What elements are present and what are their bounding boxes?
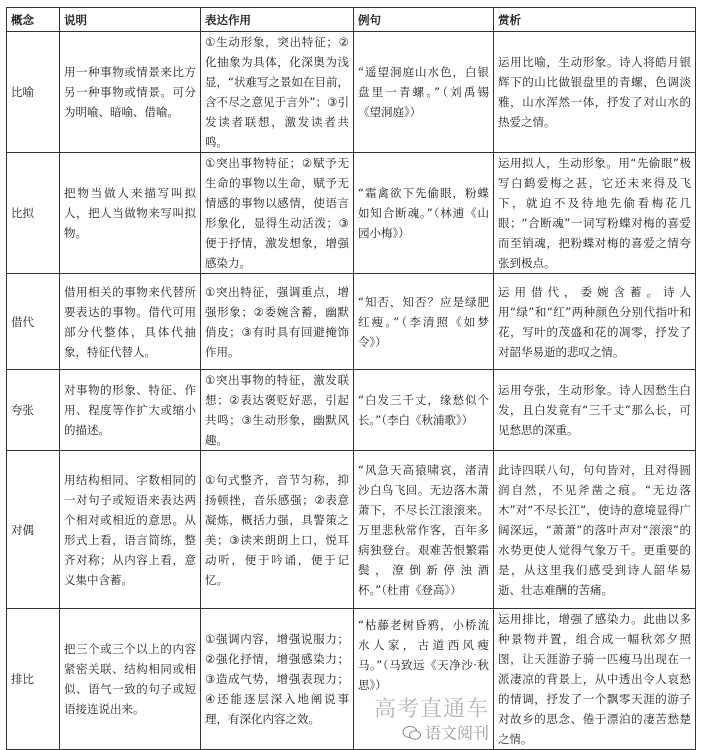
effect-cell: ①突出事物的特征，激发联想；②表达褒贬好恶，引起共鸣；③生动形象，幽默风趣。 [201, 370, 354, 451]
concept-cell: 比喻 [7, 32, 60, 153]
explain-cell: 借用相关的事物来代替所要表达的事物。借代可用部分代整体，具体代抽象，特征代替人。 [60, 274, 201, 370]
concept-cell: 排比 [7, 609, 60, 750]
header-example: 例句 [354, 8, 494, 32]
example-cell [354, 609, 494, 750]
watermark-sub: 语文阅刊 [424, 723, 489, 743]
table-row [7, 451, 696, 609]
watermark-sub-line [358, 723, 489, 744]
example-cell: “遥望洞庭山水色，白银盘里一青螺。”（刘禹锡《望洞庭》） [354, 32, 494, 153]
example-cell: “霜禽欲下先偷眼，粉蝶如知合断魂。”（林逋《山园小梅》） [354, 153, 494, 274]
analysis-cell: 运用拟人，生动形象。用“先偷眼”极写白鹤爱梅之甚，它还未来得及飞下，就迫不及待地先偷看梅花几眼；“合断魂”一词写粉蝶对梅的喜爱而至销魂，把粉蝶对梅的喜爱之情夸张到极点。 [494, 153, 696, 274]
concept-cell: 对偶 [7, 451, 60, 609]
table-row [7, 153, 696, 274]
explain-cell: 对事物的形象、特征、作用、程度等作扩大或缩小的描述。 [60, 370, 201, 451]
header-effect: 表达作用 [201, 8, 354, 32]
effect-cell: ①突出事物特征；②赋予无生命的事物以生命，赋予无情感的事物以感情，使语言形象化，显得生动活泼；③便于抒情，激发想象，增强感染力。 [201, 153, 354, 274]
rhetoric-table [6, 7, 696, 750]
wechat-icon [402, 725, 422, 741]
explain-cell: 用结构相同、字数相同的一对句子或短语来表达两个相对或相近的意思。从形式上看，语言简练，整齐对称；从内容上看，意义集中含蓄。 [60, 451, 201, 609]
concept-cell: 借代 [7, 274, 60, 370]
header-explain: 说明 [60, 8, 201, 32]
concept-cell: 夸张 [7, 370, 60, 451]
explain-cell: 把三个或三个以上的内容紧密关联、结构相同或相似、语气一致的句子或短语接连说出来。 [60, 609, 201, 750]
example-cell: “白发三千丈，缘愁似个长。”（李白《秋浦歌》） [354, 370, 494, 451]
explain-cell: 用一种事物或情景来比方另一种事物或情景。可分为明喻、暗喻、借喻。 [60, 32, 201, 153]
effect-cell: ①突出特征，强调重点，增强形象；②委婉含蓄，幽默俏皮；③有时具有回避掩饰作用。 [201, 274, 354, 370]
watermark-main: 高考直通车 [373, 696, 489, 722]
example-cell: “风急天高猿啸哀，渚清沙白鸟飞回。无边落木萧萧下，不尽长江滚滚来。万里悲秋常作客，百年多病独登台。艰难苦恨繁霜鬓，潦倒新停浊酒杯。”（杜甫《登高》） [354, 451, 494, 609]
header-concept: 概念 [7, 8, 60, 32]
concept-cell: 比拟 [7, 153, 60, 274]
analysis-cell: 运用比喻，生动形象。诗人将皓月银辉下的山比做银盘里的青螺，色调淡雅，山水浑然一体，抒发了对山水的热爱之情。 [494, 32, 696, 153]
example-text: “枯藤老树昏鸦，小桥流水人家，古道西风瘦马。”（马致远《天净沙·秋思》） [358, 617, 489, 692]
effect-cell: ①生动形象，突出特征；②化抽象为具体，化深奥为浅显，“状难写之景如在目前，含不尽之意见于言外”；③引发读者联想，激发读者共鸣。 [201, 32, 354, 153]
header-row [7, 8, 696, 32]
header-analysis: 赏析 [494, 8, 696, 32]
example-cell: “知否，知否？应是绿肥红瘦。”（李清照《如梦令》） [354, 274, 494, 370]
effect-cell: ①句式整齐，音节匀称，抑扬顿挫，音乐感强；②表意凝炼，概括力强，具警策之美；③读来朗朗上口，悦耳动听，便于吟诵，便于记忆。 [201, 451, 354, 609]
analysis-cell: 运用夸张，生动形象。诗人因愁生白发，且白发竟有“三千丈”那么长，可见愁思的深重。 [494, 370, 696, 451]
explain-cell: 把物当做人来描写叫拟人，把人当做物来写叫拟物。 [60, 153, 201, 274]
table-row [7, 609, 696, 750]
watermark [358, 697, 489, 744]
table-row [7, 370, 696, 451]
analysis-cell: 运用排比，增强了感染力。此曲以多种景物并置，组合成一幅秋郊夕照图，让天涯游子骑一匹瘦马出现在一派凄凉的背景上，从中透出令人哀愁的情调，抒发了一个飘零天涯的游子对故乡的思念、倦于漂泊的凄苦愁楚之情。 [494, 609, 696, 750]
analysis-cell: 运用借代，委婉含蓄。诗人用“绿”和“红”两种颜色分别代指叶和花，写叶的茂盛和花的凋零，抒发了对韶华易逝的悲叹之情。 [494, 274, 696, 370]
table-row [7, 274, 696, 370]
effect-cell: ①强调内容，增强说服力；②强化抒情，增强感染力；③造成气势，增强表现力；④还能逐层深入地阐说事理，有深化内容之效。 [201, 609, 354, 750]
table-row [7, 32, 696, 153]
analysis-cell: 此诗四联八句，句句皆对，且对得圆润自然，不见斧凿之痕。“无边落木”对“不尽长江”，使诗的意境显得广阔深远，“萧萧”的落叶声对“滚滚”的水势更使人觉得气象万千。更重要的是，从这里我们感受到诗人韶华易逝、壮志难酬的苦痛。 [494, 451, 696, 609]
